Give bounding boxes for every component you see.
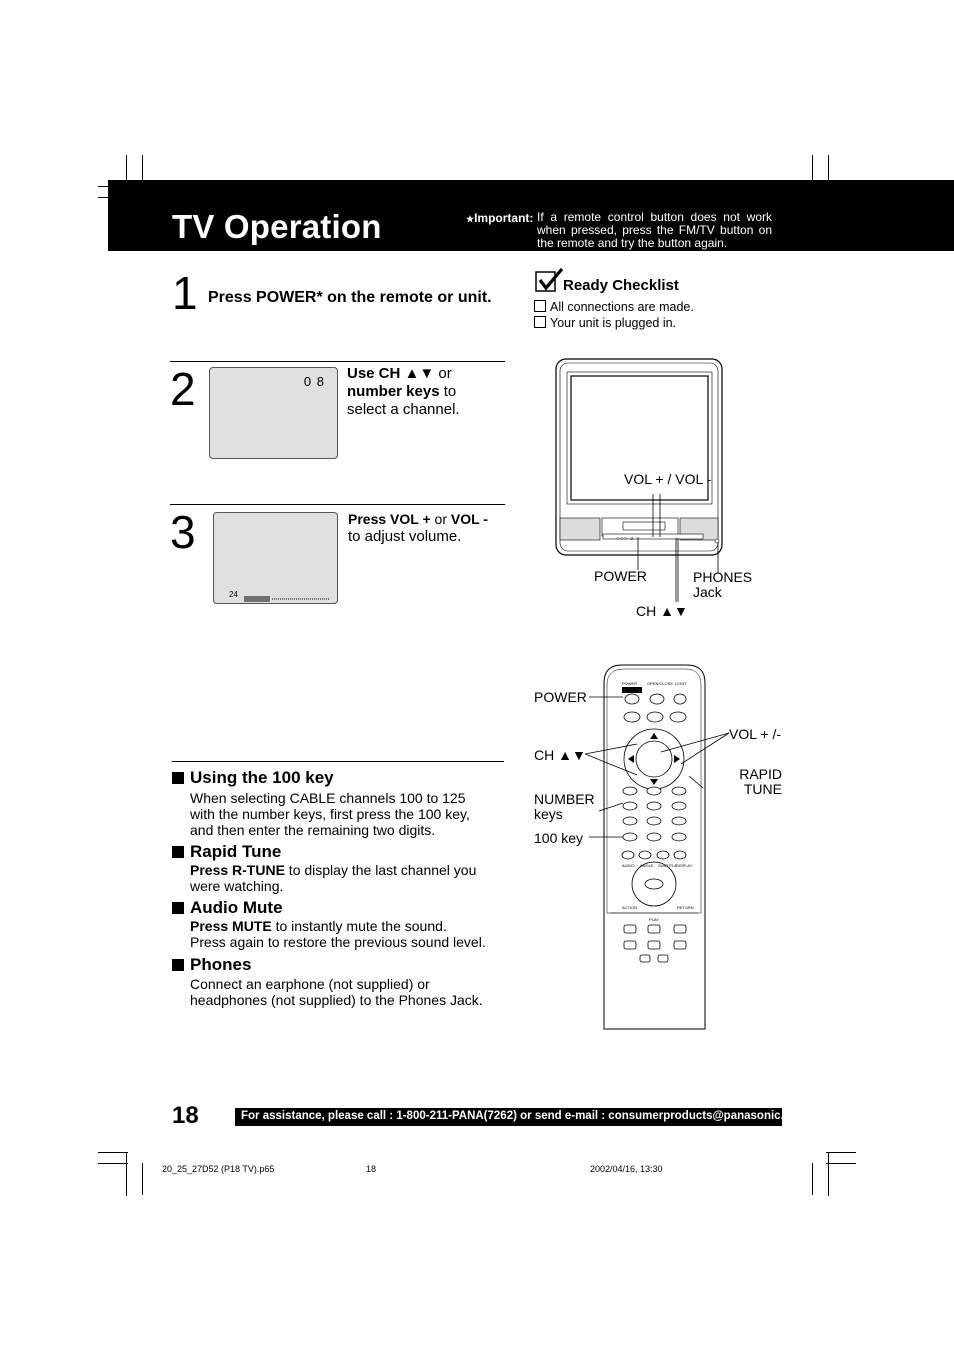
divider <box>170 361 505 362</box>
important-label: ★Important: <box>466 211 534 225</box>
svg-text:PLAY: PLAY <box>649 917 659 922</box>
crop-mark <box>826 1152 856 1153</box>
page-number: 18 <box>172 1102 199 1129</box>
section-body-rapid-tune: Press R-TUNE to display the last channel you were watching. <box>190 862 477 894</box>
svg-text:POWER: POWER <box>622 681 638 686</box>
remote-callout-lines <box>585 690 745 855</box>
section-heading-rapid-tune: Rapid Tune <box>172 842 281 862</box>
tv-phones-label: PHONES Jack <box>693 569 753 600</box>
crop-mark <box>98 1163 128 1164</box>
volume-level: 24 <box>229 590 238 599</box>
file-name: 20_25_27D52 (P18 TV).p65 <box>162 1164 275 1174</box>
svg-text:ANGLE: ANGLE <box>640 863 654 868</box>
tv-screen-illustration <box>209 367 338 459</box>
checklist-item: All connections are made. <box>534 300 694 314</box>
svg-text:ACTION: ACTION <box>622 905 638 910</box>
tv-vol-label: VOL + / VOL - <box>624 471 712 487</box>
crop-mark <box>98 1152 128 1153</box>
section-body-phones: Connect an earphone (not supplied) or headphones (not supplied) to the Phones Jack. <box>190 976 483 1008</box>
step-3-text: Press VOL + or VOL - to adjust volume. <box>348 511 488 545</box>
svg-text:LIGHT: LIGHT <box>675 681 687 686</box>
step-2-text: Use CH ▲▼ or number keys to select a channel. <box>347 365 460 418</box>
remote-100key-label: 100 key <box>534 830 584 846</box>
crop-mark <box>828 1152 829 1196</box>
section-body-100-key: When selecting CABLE channels 100 to 125 with the number keys, first press the 100 key, and then enter the remaining two digits. <box>190 790 470 838</box>
crop-mark <box>826 1163 856 1164</box>
svg-text:AUDIO: AUDIO <box>622 863 635 868</box>
remote-power-label: POWER <box>534 689 587 705</box>
remote-rapid-tune-label: RAPID TUNE <box>739 766 782 797</box>
remote-vol-label: VOL + /- <box>729 726 782 742</box>
divider <box>172 761 504 762</box>
crop-mark <box>812 1163 813 1195</box>
step-2-number: 2 <box>170 363 196 415</box>
page-title: TV Operation <box>172 208 382 245</box>
important-note: If a remote control button does not work when pressed, press the FM/TV button on the remote and try the button again. <box>537 210 772 250</box>
section-body-audio-mute: Press MUTE to instantly mute the sound. Press again to restore the previous sound level. <box>190 918 486 950</box>
section-heading-audio-mute: Audio Mute <box>172 898 283 918</box>
svg-text:RETURN: RETURN <box>677 905 694 910</box>
file-date: 2002/04/16, 13:30 <box>590 1164 663 1174</box>
file-page: 18 <box>366 1164 377 1174</box>
step-3-number: 3 <box>170 506 196 558</box>
step-1-text: Press POWER* on the remote or unit. <box>208 289 492 306</box>
checkbox-icon <box>534 316 546 328</box>
volume-bar <box>244 590 330 598</box>
checklist-title: Ready Checklist <box>563 277 679 294</box>
remote-number-label: NUMBER keys <box>534 791 595 822</box>
svg-text:○○○: ○○○ <box>616 536 627 542</box>
remote-ch-label: CH ▲▼ <box>534 747 586 763</box>
svg-text:OPEN/CLOSE: OPEN/CLOSE <box>647 681 674 686</box>
assistance-text: For assistance, please call : 1-800-211-PANA(7262) or send e-mail : consumerproducts@panasonic.com <box>241 1110 808 1122</box>
checklist-item: Your unit is plugged in. <box>534 316 676 330</box>
tv-screen-illustration <box>213 512 338 604</box>
channel-display: 0 8 <box>303 374 325 389</box>
section-heading-100-key: Using the 100 key <box>172 768 334 788</box>
tv-power-label: POWER <box>594 568 647 584</box>
tv-ch-label: CH ▲▼ <box>636 603 688 619</box>
section-heading-phones: Phones <box>172 955 251 975</box>
checkbox-icon <box>534 300 546 312</box>
step-1-number: 1 <box>172 267 198 319</box>
svg-text:DISPLAY: DISPLAY <box>676 863 693 868</box>
checkmark-icon <box>535 268 565 299</box>
crop-mark <box>126 1152 127 1196</box>
divider <box>170 504 505 505</box>
crop-mark <box>142 1163 143 1195</box>
svg-text:SUBTITLE: SUBTITLE <box>658 863 678 868</box>
